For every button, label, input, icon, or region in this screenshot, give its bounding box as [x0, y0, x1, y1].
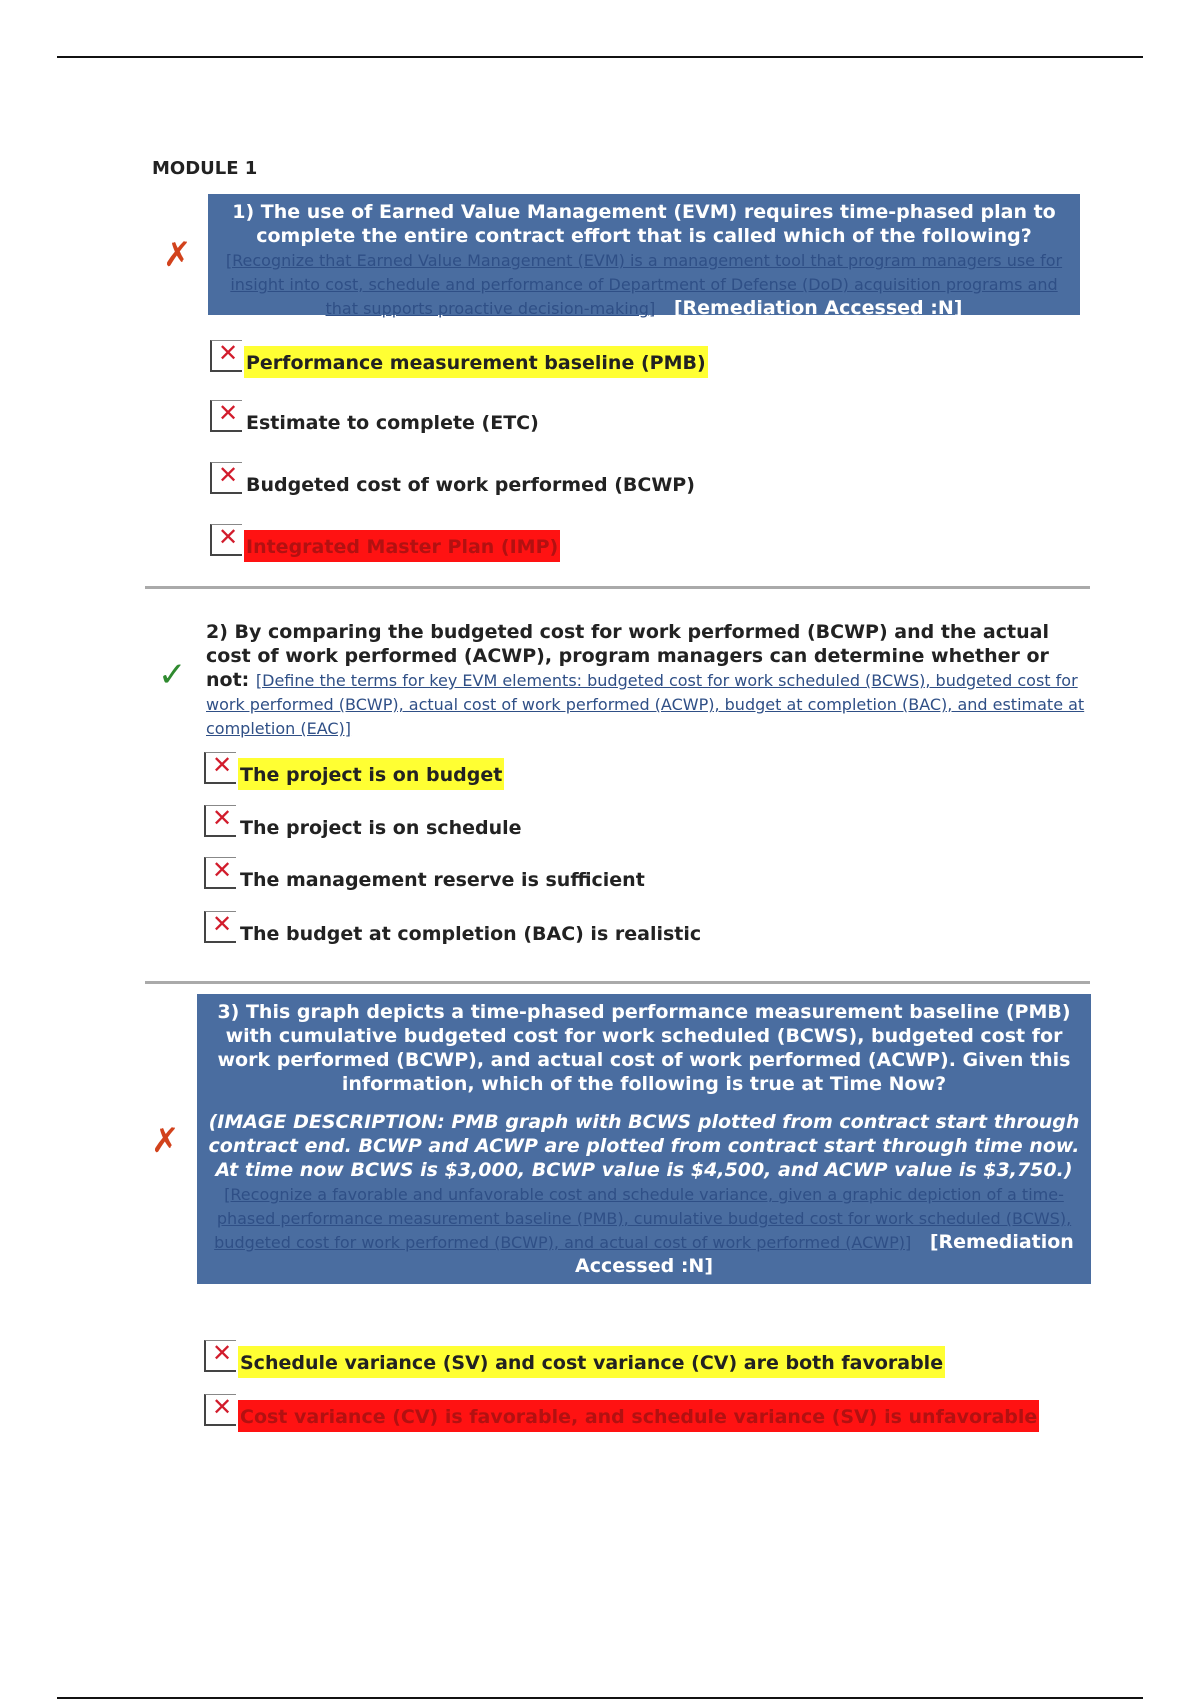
- checkbox-x-icon: ✕: [218, 399, 239, 427]
- checkbox-x-icon: ✕: [218, 461, 239, 489]
- question-3-box: [197, 994, 1091, 1284]
- checkbox[interactable]: [204, 1394, 236, 1426]
- question-3-text: 3) This graph depicts a time-phased performance measurement baseline (PMB) with cumulative budgeted cost for work scheduled (BCWS), budgeted cost for work performed (BCWP), and actual cost of work performed (ACWP). Given this information, which of the following is true at Time Now?: [217, 1001, 1071, 1095]
- checkbox-x-icon: ✕: [212, 910, 233, 938]
- option-label: The budget at completion (BAC) is realistic: [240, 923, 702, 945]
- checkbox[interactable]: [210, 462, 242, 494]
- option-label: Schedule variance (SV) and cost variance (CV) are both favorable: [238, 1346, 945, 1378]
- bottom-rule: [57, 1697, 1143, 1699]
- checkbox[interactable]: [204, 752, 236, 784]
- module-title: MODULE 1: [152, 158, 258, 179]
- question-1-box: [208, 194, 1080, 319]
- checkbox[interactable]: [204, 911, 236, 943]
- question-3-remediation: [Remediation Accessed :N]: [574, 1231, 1074, 1277]
- question-1-remediation: [Remediation Accessed :N]: [673, 297, 963, 319]
- question-3-option-1[interactable]: [204, 1340, 945, 1378]
- question-1-objective-link[interactable]: [Recognize that Earned Value Management (EVM) is a management tool that program managers use for insight into cost, schedule and performance of Department of Defense (DoD) acquisition programs and that supports proactive decision-making]: [225, 251, 1063, 318]
- question-1-option-4[interactable]: [210, 524, 560, 562]
- option-label: Cost variance (CV) is favorable, and schedule variance (SV) is unfavorable: [238, 1400, 1039, 1432]
- checkbox[interactable]: [204, 805, 236, 837]
- correct-icon: ✓: [158, 655, 187, 695]
- checkbox[interactable]: [204, 1340, 236, 1372]
- incorrect-icon: ✗: [163, 235, 192, 275]
- checkbox-x-icon: ✕: [212, 804, 233, 832]
- question-2-text-block: [206, 620, 1086, 740]
- option-label: The project is on schedule: [240, 817, 522, 839]
- question-1-option-2[interactable]: [210, 400, 541, 438]
- checkbox[interactable]: [210, 340, 242, 372]
- option-label: Estimate to complete (ETC): [246, 412, 539, 434]
- option-label: Integrated Master Plan (IMP): [244, 530, 560, 562]
- question-separator: [145, 586, 1090, 589]
- checkbox[interactable]: [210, 400, 242, 432]
- checkbox[interactable]: [204, 857, 236, 889]
- question-1-option-3[interactable]: [210, 462, 697, 500]
- question-3-image-description: (IMAGE DESCRIPTION: PMB graph with BCWS plotted from contract start through contract end. BCWP and ACWP are plotted from contract start through time now. At time now BCWS is $3,000, BCWP value is $4,500, and ACWP value is $3,750.): [208, 1111, 1080, 1181]
- question-2-objective-link[interactable]: [Define the terms for key EVM elements: budgeted cost for work scheduled (BCWS), budgeted cost for work performed (BCWP), actual cost of work performed (ACWP), budget at completion (BAC), and estimate at completion (EAC)]: [206, 671, 1085, 738]
- question-1-option-1[interactable]: [210, 340, 708, 378]
- question-2-option-1[interactable]: [204, 752, 504, 790]
- question-1-text: 1) The use of Earned Value Management (EVM) requires time-phased plan to complete the entire contract effort that is called which of the following?: [232, 201, 1056, 247]
- question-2-text: 2) By comparing the budgeted cost for work performed (BCWP) and the actual cost of work performed (ACWP), program managers can determine whether or not:: [206, 621, 1049, 691]
- checkbox-x-icon: ✕: [218, 523, 239, 551]
- checkbox-x-icon: ✕: [212, 751, 233, 779]
- option-label: Budgeted cost of work performed (BCWP): [246, 474, 695, 496]
- question-3-objective-link[interactable]: [Recognize a favorable and unfavorable cost and schedule variance, given a graphic depiction of a time-phased performance measurement baseline (PMB), cumulative budgeted cost for work scheduled (BCWS), budgeted cost for work performed (BCWP), and actual cost of work performed (ACWP)]: [214, 1185, 1072, 1252]
- checkbox-x-icon: ✕: [212, 1393, 233, 1421]
- option-label: The management reserve is sufficient: [240, 869, 645, 891]
- option-label: The project is on budget: [238, 758, 504, 790]
- checkbox-x-icon: ✕: [212, 1339, 233, 1367]
- question-2-option-4[interactable]: [204, 911, 703, 949]
- incorrect-icon: ✗: [151, 1121, 180, 1161]
- top-rule: [57, 56, 1143, 58]
- option-label: Performance measurement baseline (PMB): [244, 346, 708, 378]
- question-2-option-3[interactable]: [204, 857, 647, 895]
- checkbox-x-icon: ✕: [212, 856, 233, 884]
- question-separator: [145, 981, 1090, 984]
- question-2-option-2[interactable]: [204, 805, 524, 843]
- checkbox-x-icon: ✕: [218, 339, 239, 367]
- checkbox[interactable]: [210, 524, 242, 556]
- question-3-option-2[interactable]: [204, 1394, 1039, 1432]
